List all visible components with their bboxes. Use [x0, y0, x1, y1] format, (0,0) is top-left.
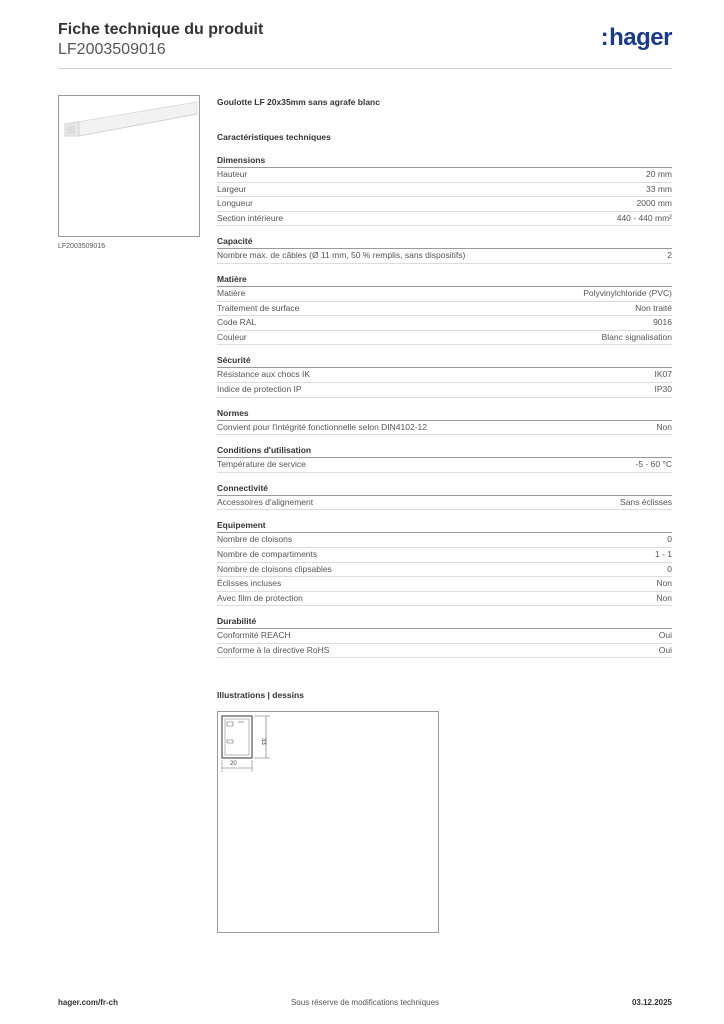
spec-row — [217, 533, 672, 548]
spec-row — [217, 249, 672, 264]
spec-value: Non — [656, 592, 672, 603]
spec-label: Largeur — [217, 183, 247, 194]
spec-label: Couleur — [217, 331, 247, 342]
product-name: Goulotte LF 20x35mm sans agrafe blanc — [217, 97, 380, 107]
illustration-box — [217, 711, 439, 933]
spec-value: 33 mm — [646, 183, 672, 194]
product-specs — [217, 95, 672, 658]
spec-value: Sans éclisses — [620, 496, 672, 507]
spec-label: Longueur — [217, 198, 253, 209]
spec-label: Nombre de cloisons clipsables — [217, 563, 332, 574]
section-heading: Sécurité — [217, 354, 672, 368]
logo-colon-mark: : — [600, 24, 609, 51]
spec-row — [217, 563, 672, 578]
spec-value: 0 — [667, 534, 672, 545]
spec-row — [217, 629, 672, 644]
section-heading: Capacité — [217, 235, 672, 249]
spec-value: 2000 mm — [636, 198, 672, 209]
section-heading: Equipement — [217, 519, 672, 533]
spec-value: Blanc signalisation — [601, 331, 672, 342]
spec-row — [217, 458, 672, 473]
spec-label: Traitement de surface — [217, 302, 300, 313]
spec-label: Hauteur — [217, 169, 248, 179]
spec-value: Non — [656, 578, 672, 589]
spec-row — [217, 548, 672, 563]
spec-section — [217, 615, 672, 658]
spec-row — [217, 383, 672, 398]
spec-row — [217, 368, 672, 383]
spec-row — [217, 644, 672, 659]
spec-label: Avec film de protection — [217, 592, 303, 603]
photo-caption: LF2003509016 — [58, 243, 106, 250]
section-heading: Conditions d'utilisation — [217, 444, 672, 458]
spec-value: IK07 — [654, 369, 672, 380]
spec-value: Non — [656, 421, 672, 432]
dim-width-label: 20 — [230, 761, 237, 767]
spec-row — [217, 331, 672, 346]
spec-label: Résistance aux chocs IK — [217, 369, 311, 380]
hager-logo — [601, 24, 672, 52]
spec-value: 2 — [667, 250, 672, 261]
spec-section — [217, 482, 672, 511]
spec-label: Section intérieure — [217, 212, 284, 223]
spec-section — [217, 519, 672, 606]
product-reference: LF2003509016 — [58, 41, 166, 58]
spec-row — [217, 496, 672, 511]
section-heading: Durabilité — [217, 615, 672, 629]
spec-row — [217, 592, 672, 607]
footer-date: 03.12.2025 — [631, 998, 672, 1007]
spec-label: Code RAL — [217, 317, 257, 328]
spec-label: Accessoires d'alignement — [217, 496, 314, 507]
header-divider — [58, 68, 672, 69]
spec-label: Nombre de cloisons — [217, 534, 293, 545]
spec-row — [217, 302, 672, 317]
spec-sections — [217, 154, 672, 658]
illustrations-title: Illustrations | dessins — [217, 690, 304, 700]
spec-label: Nombre max. de câbles (Ø 11 mm, 50 % remplis, sans dispositifs) — [217, 250, 466, 261]
spec-row — [217, 421, 672, 436]
footer-website[interactable]: hager.com/fr-ch — [58, 998, 119, 1007]
section-heading: Dimensions — [217, 154, 672, 168]
spec-value: 1 - 1 — [654, 548, 672, 559]
footer-notice: Sous réserve de modifications techniques — [290, 998, 440, 1007]
spec-row — [217, 577, 672, 592]
section-heading: Matière — [217, 273, 672, 287]
spec-label: Convient pour l'intégrité fonctionnelle selon DIN4102-12 — [217, 421, 428, 432]
spec-section — [217, 235, 672, 264]
spec-label: Nombre de compartiments — [217, 548, 318, 559]
logo-text: hager — [609, 24, 672, 51]
spec-value: Non traité — [635, 302, 672, 313]
section-heading: Connectivité — [217, 482, 672, 496]
spec-row — [217, 197, 672, 212]
spec-label: Indice de protection IP — [217, 383, 302, 394]
spec-value: Oui — [658, 630, 672, 641]
spec-value: 440 - 440 mm² — [616, 212, 672, 223]
spec-label: Température de service — [217, 459, 306, 470]
section-heading: Normes — [217, 407, 672, 421]
product-photo — [58, 95, 200, 237]
spec-row — [217, 168, 672, 183]
dimension-drawing — [218, 712, 438, 932]
spec-value: 20 mm — [646, 169, 672, 179]
spec-value: IP30 — [654, 383, 672, 394]
spec-label: Matière — [217, 287, 246, 298]
spec-section — [217, 154, 672, 226]
spec-section — [217, 273, 672, 345]
spec-row — [217, 183, 672, 198]
spec-row — [217, 212, 672, 227]
spec-label: Éclisses incluses — [217, 578, 282, 589]
page-title: Fiche technique du produit — [58, 21, 264, 38]
cable-trunking-image — [59, 96, 199, 236]
spec-row — [217, 316, 672, 331]
spec-value: 9016 — [653, 317, 672, 328]
spec-value: Polyvinylchloride (PVC) — [583, 287, 672, 298]
spec-section — [217, 407, 672, 436]
specs-title: Caractéristiques techniques — [217, 132, 331, 142]
page-header — [58, 20, 672, 68]
dim-height-label: 33 — [260, 738, 266, 745]
spec-value: Oui — [658, 644, 672, 655]
spec-row — [217, 287, 672, 302]
spec-label: Conformité REACH — [217, 630, 291, 641]
spec-section — [217, 444, 672, 473]
spec-value: -5 - 60 °C — [635, 459, 672, 470]
spec-value: 0 — [667, 563, 672, 574]
spec-section — [217, 354, 672, 397]
spec-label: Conforme à la directive RoHS — [217, 644, 330, 655]
